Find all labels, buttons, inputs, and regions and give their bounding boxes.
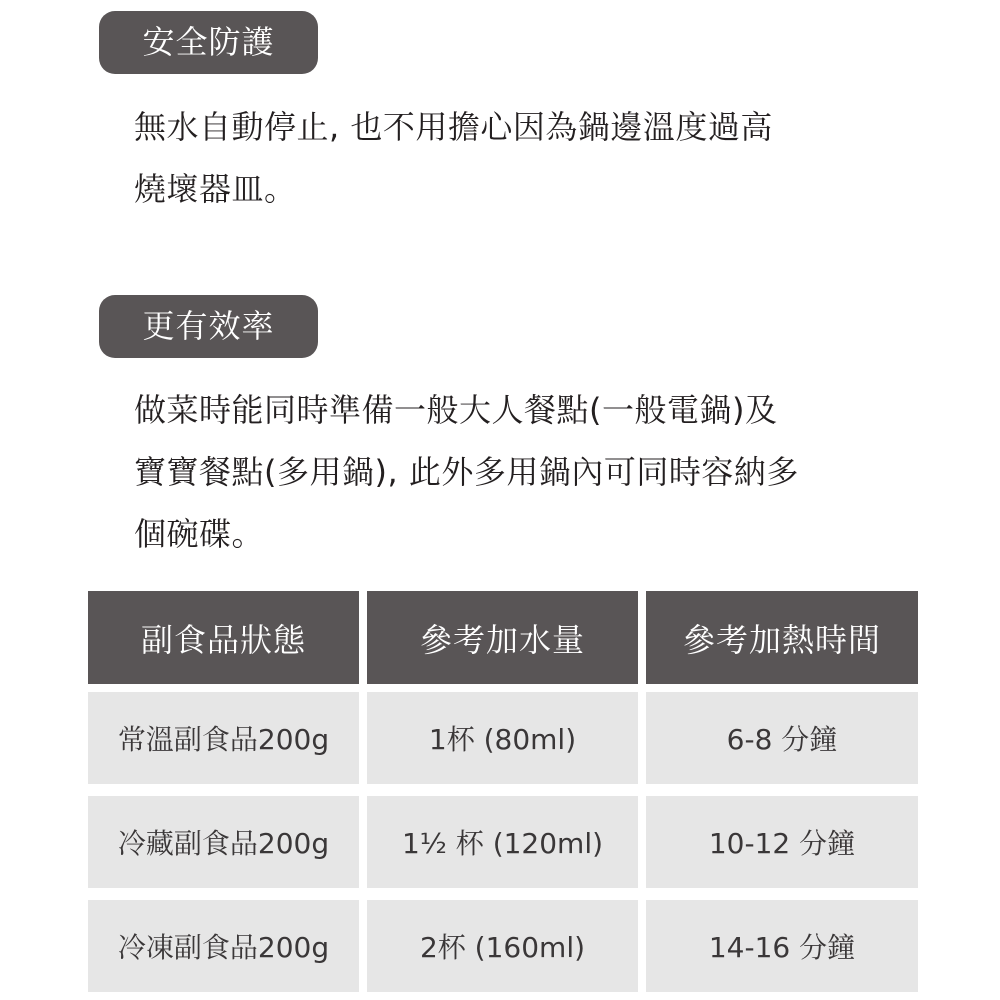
efficiency-line-2: 寶寶餐點(多用鍋), 此外多用鍋內可同時容納多 xyxy=(134,453,799,491)
table-cell-time: 10-12 分鐘 xyxy=(646,796,918,888)
section-badge-efficiency: 更有效率 xyxy=(99,295,318,358)
table-cell-state: 常溫副食品200g xyxy=(88,692,359,784)
table-cell-water: 1½ 杯 (120ml) xyxy=(367,796,638,888)
table-cell-state: 冷凍副食品200g xyxy=(88,900,359,992)
header-food-state: 副食品狀態 xyxy=(88,591,359,684)
safety-description xyxy=(134,96,904,220)
efficiency-line-3: 個碗碟。 xyxy=(134,515,265,553)
header-water-amount: 參考加水量 xyxy=(367,591,638,684)
table-cell-water: 1杯 (80ml) xyxy=(367,692,638,784)
section-badge-safety: 安全防護 xyxy=(99,11,318,74)
table-cell-time: 6-8 分鐘 xyxy=(646,692,918,784)
efficiency-description xyxy=(134,379,904,565)
safety-line-2: 燒壞器皿。 xyxy=(134,170,297,208)
table-cell-time: 14-16 分鐘 xyxy=(646,900,918,992)
table-cell-state: 冷藏副食品200g xyxy=(88,796,359,888)
table-cell-water: 2杯 (160ml) xyxy=(367,900,638,992)
safety-line-1: 無水自動停止, 也不用擔心因為鍋邊溫度過高 xyxy=(134,108,773,146)
header-heating-time: 參考加熱時間 xyxy=(646,591,918,684)
efficiency-line-1: 做菜時能同時準備一般大人餐點(一般電鍋)及 xyxy=(134,391,778,429)
